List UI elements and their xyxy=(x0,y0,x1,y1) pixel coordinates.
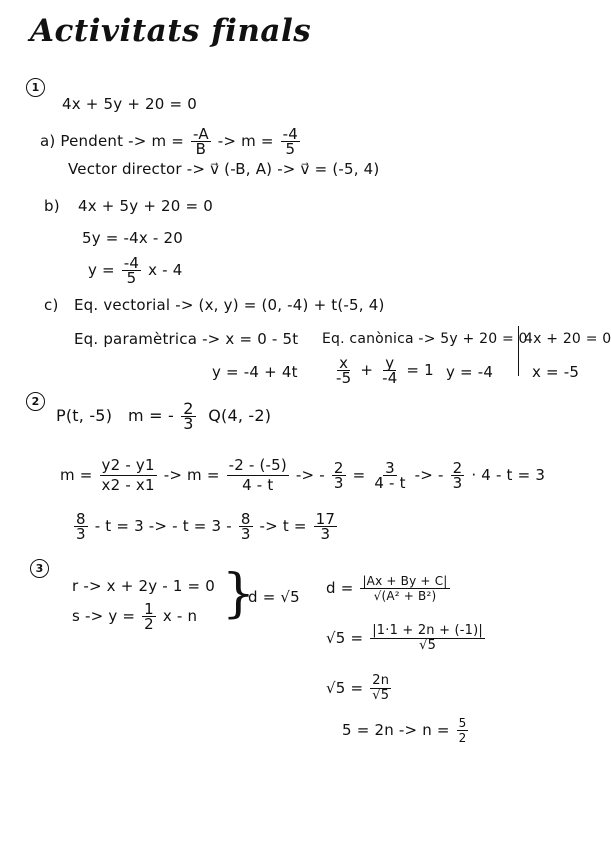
fraction-denominator: 4 - t xyxy=(374,474,406,492)
fraction-denominator: x2 - x1 xyxy=(101,476,155,494)
fraction-denominator: B xyxy=(195,140,207,158)
ex1-c-canonica: Eq. canònica -> 5y + 20 = 0 xyxy=(322,331,528,347)
fraction-numerator: 2n xyxy=(372,673,390,688)
fraction-numerator: 17 xyxy=(315,510,336,528)
ex2-l2-equals: = xyxy=(352,466,366,484)
fraction-numerator: 5 xyxy=(458,716,467,730)
ex1-c-label: c) xyxy=(44,296,59,314)
fraction-numerator: 1 xyxy=(144,600,154,618)
fraction-numerator: -2 - (-5) xyxy=(228,456,287,474)
exercise-3-number: 3 xyxy=(30,559,49,578)
ex1-a-line xyxy=(40,127,302,156)
ex2-result-fraction xyxy=(314,512,338,541)
ex1-a-arrow-m: -> m = xyxy=(217,132,274,150)
fraction-denominator: √5 xyxy=(372,688,390,703)
exercise-1-number: 1 xyxy=(26,78,45,97)
ex1-c-y-minus-four: y = -4 xyxy=(446,363,494,381)
ex1-b-line3 xyxy=(88,256,183,285)
ex2-slope-formula xyxy=(100,456,157,495)
fraction-denominator: √5 xyxy=(419,638,437,653)
fraction-numerator: 2 xyxy=(452,459,463,477)
fraction-denominator: -5 xyxy=(336,369,352,387)
fraction-denominator: 4 - t xyxy=(242,476,274,494)
ex1-a-m-value xyxy=(281,127,300,156)
fraction-numerator: 8 xyxy=(240,510,251,528)
fraction-denominator: 3 xyxy=(183,414,194,433)
page-title: Activitats finals xyxy=(30,13,312,49)
ex1-equation: 4x + 5y + 20 = 0 xyxy=(62,95,197,113)
ex1-c-divider xyxy=(518,326,519,376)
ex2-eight-thirds xyxy=(74,512,88,541)
fraction-denominator: 3 xyxy=(320,525,331,543)
fraction-numerator: x xyxy=(339,354,349,372)
ex3-s-lhs: s -> y = xyxy=(72,607,136,625)
ex3-distance-formula xyxy=(326,574,452,603)
fraction-numerator: -4 xyxy=(282,125,298,143)
ex2-l2-arrow3: -> - xyxy=(414,466,444,484)
fraction-denominator: 3 xyxy=(333,474,344,492)
fraction-numerator: -4 xyxy=(123,254,140,272)
ex3-step3 xyxy=(342,716,470,745)
ex3-n-fraction xyxy=(457,716,469,745)
ex2-three-over xyxy=(372,461,407,490)
fraction-denominator: 5 xyxy=(126,269,137,287)
ex2-l3-arrow: -> t = xyxy=(259,517,307,535)
ex3-d-value: d = √5 xyxy=(248,588,300,606)
ex1-a-pendent-label: a) Pendent -> xyxy=(40,132,147,150)
ex2-eight-thirds-b xyxy=(239,512,253,541)
ex2-slope-fraction xyxy=(181,399,195,433)
ex1-c-canonica-formula xyxy=(332,356,434,385)
ex1-c-vectorial: Eq. vectorial -> (x, y) = (0, -4) + t(-5, 4) xyxy=(74,296,385,314)
ex1-c-x-fraction xyxy=(334,356,353,385)
ex2-point-q: Q(4, -2) xyxy=(208,406,272,425)
ex1-c-parametrica-y: y = -4 + 4t xyxy=(212,363,298,381)
ex1-b-line1: 4x + 5y + 20 = 0 xyxy=(78,197,213,215)
ex1-b-label: b) xyxy=(44,197,60,215)
ex1-c-right-line2: x = -5 xyxy=(532,363,580,381)
ex1-a-m-lhs: m = xyxy=(151,132,185,150)
fraction-denominator: 3 xyxy=(452,474,463,492)
ex3-s-slope xyxy=(142,602,156,631)
ex2-l2-arrow2: -> - xyxy=(295,466,325,484)
ex2-two-thirds xyxy=(332,461,346,490)
fraction-denominator: 3 xyxy=(76,525,86,543)
ex2-l2-m: m = xyxy=(60,466,93,484)
ex1-vector-director: Vector director -> v⃗ (-B, A) -> v⃗ = (-5, 4) xyxy=(68,160,380,178)
ex1-c-right-line1: 4x + 20 = 0 xyxy=(524,331,611,347)
fraction-numerator: 3 xyxy=(385,459,395,477)
ex1-b-line3-lhs: y = xyxy=(88,261,115,279)
ex2-l2-arrow1: -> m = xyxy=(163,466,220,484)
ex2-point-p: P(t, -5) xyxy=(56,406,113,425)
ex1-c-plus: + xyxy=(360,361,374,379)
ex3-step1-fraction xyxy=(370,624,485,653)
ex1-b-line3-rhs: x - 4 xyxy=(148,261,183,279)
ex1-c-parametrica: Eq. paramètrica -> x = 0 - 5t xyxy=(74,330,299,348)
fraction-denominator: 2 xyxy=(458,731,467,745)
fraction-denominator: 2 xyxy=(144,615,154,633)
ex3-d-fraction xyxy=(360,574,449,603)
fraction-numerator: y2 - y1 xyxy=(101,456,155,474)
ex3-step1-lhs: √5 = xyxy=(326,629,364,647)
ex1-c-y-fraction xyxy=(380,356,399,385)
ex3-step2-lhs: √5 = xyxy=(326,679,364,697)
ex3-step3-text: 5 = 2n -> n = xyxy=(342,721,450,739)
ex2-line1 xyxy=(56,399,272,433)
fraction-numerator: -A xyxy=(193,125,209,143)
ex3-line-r: r -> x + 2y - 1 = 0 xyxy=(72,577,216,595)
ex1-c-equals-one: = 1 xyxy=(406,361,434,379)
ex1-b-line2: 5y = -4x - 20 xyxy=(82,229,183,247)
ex3-step2-fraction xyxy=(370,674,391,703)
fraction-numerator: y xyxy=(385,354,395,372)
fraction-numerator: |Ax + By + C| xyxy=(362,574,448,588)
ex2-slope-label: m = - xyxy=(128,406,174,425)
ex2-line2 xyxy=(60,456,545,495)
ex3-s-rhs: x - n xyxy=(162,607,198,625)
ex3-line-s xyxy=(72,602,197,631)
ex2-two-thirds-b xyxy=(451,461,465,490)
fraction-numerator: 2 xyxy=(333,459,344,477)
ex2-l2-tail: · 4 - t = 3 xyxy=(471,466,546,484)
ex2-substitution xyxy=(227,456,289,495)
ex3-step1 xyxy=(326,624,487,653)
fraction-numerator: |1·1 + 2n + (-1)| xyxy=(372,623,483,638)
fraction-denominator: -4 xyxy=(382,369,398,387)
ex1-a-m-fraction xyxy=(191,127,211,156)
fraction-denominator: √(A² + B²) xyxy=(373,589,437,603)
exercise-2-number: 2 xyxy=(26,392,45,411)
ex2-line3 xyxy=(72,512,339,541)
fraction-numerator: 8 xyxy=(76,510,86,528)
ex3-right-brace: } xyxy=(222,564,256,624)
fraction-numerator: 2 xyxy=(183,399,194,418)
fraction-denominator: 5 xyxy=(285,140,296,158)
ex3-d-lhs: d = xyxy=(326,579,354,597)
ex3-step2 xyxy=(326,674,393,703)
fraction-denominator: 3 xyxy=(240,525,251,543)
ex2-l3-mid: - t = 3 -> - t = 3 - xyxy=(94,517,232,535)
ex1-b-slope-fraction xyxy=(122,256,141,285)
